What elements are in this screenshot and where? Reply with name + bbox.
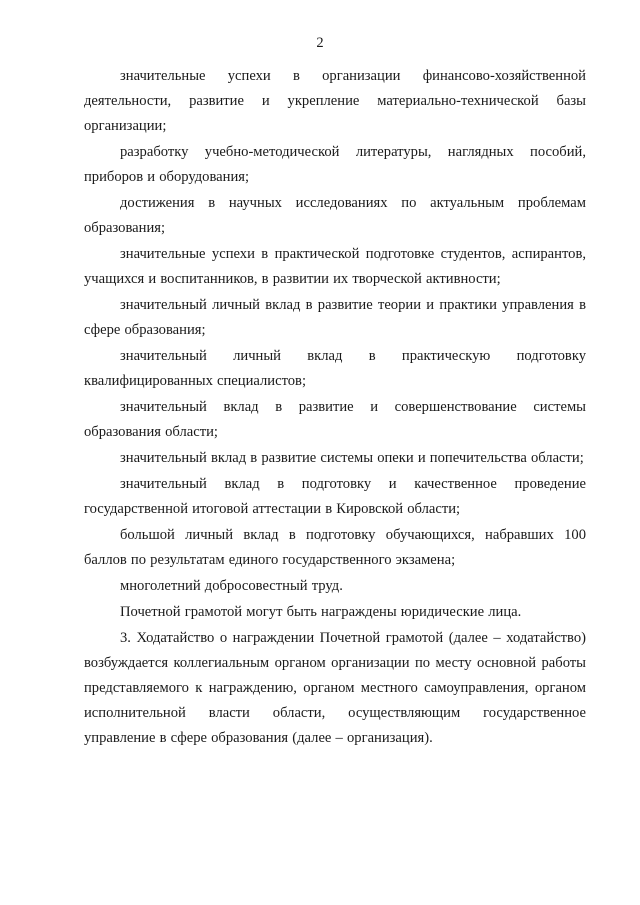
paragraph-financial-success: значительные успехи в организации финансово-хозяйственной деятельности, развитие и укрепление материально-технической базы организации; (84, 68, 586, 134)
paragraph-exam-100-points: большой личный вклад в подготовку обучающихся, набравших 100 баллов по результатам единого государственного экзамена; (84, 527, 586, 568)
paragraph-state-attestation: значительный вклад в подготовку и качественное проведение государственной итоговой аттестации в Кировской области; (84, 476, 586, 517)
paragraph-education-system: значительный вклад в развитие и совершенствование системы образования области; (84, 399, 586, 440)
paragraph-petition-clause-3: 3. Ходатайство о награждении Почетной грамотой (далее – ходатайство) возбуждается коллегиальным органом организации по месту основной работы представляемого к награждению, органом местного самоуправления, органом исполнительной власти области, осуществляющим государственное управление в сфере образования (далее – организация). (84, 630, 586, 746)
paragraph-practical-training: значительные успехи в практической подготовке студентов, аспирантов, учащихся и воспитанников, в развитии их творческой активности; (84, 246, 586, 287)
document-body (84, 64, 586, 752)
paragraph-long-term-work: многолетний добросовестный труд. (120, 578, 343, 594)
paragraph-legal-entities: Почетной грамотой могут быть награждены юридические лица. (120, 604, 522, 620)
paragraph-specialists-training: значительный личный вклад в практическую подготовку квалифицированных специалистов; (84, 348, 586, 389)
paragraph-scientific-research: достижения в научных исследованиях по актуальным проблемам образования; (84, 195, 586, 236)
paragraph-guardianship-system: значительный вклад в развитие системы опеки и попечительства области; (120, 450, 584, 466)
paragraph-methodical-literature: разработку учебно-методической литературы, наглядных пособий, приборов и оборудования; (84, 144, 586, 185)
page-number: 2 (316, 35, 324, 51)
paragraph-management-theory: значительный личный вклад в развитие теории и практики управления в сфере образования; (84, 297, 586, 338)
